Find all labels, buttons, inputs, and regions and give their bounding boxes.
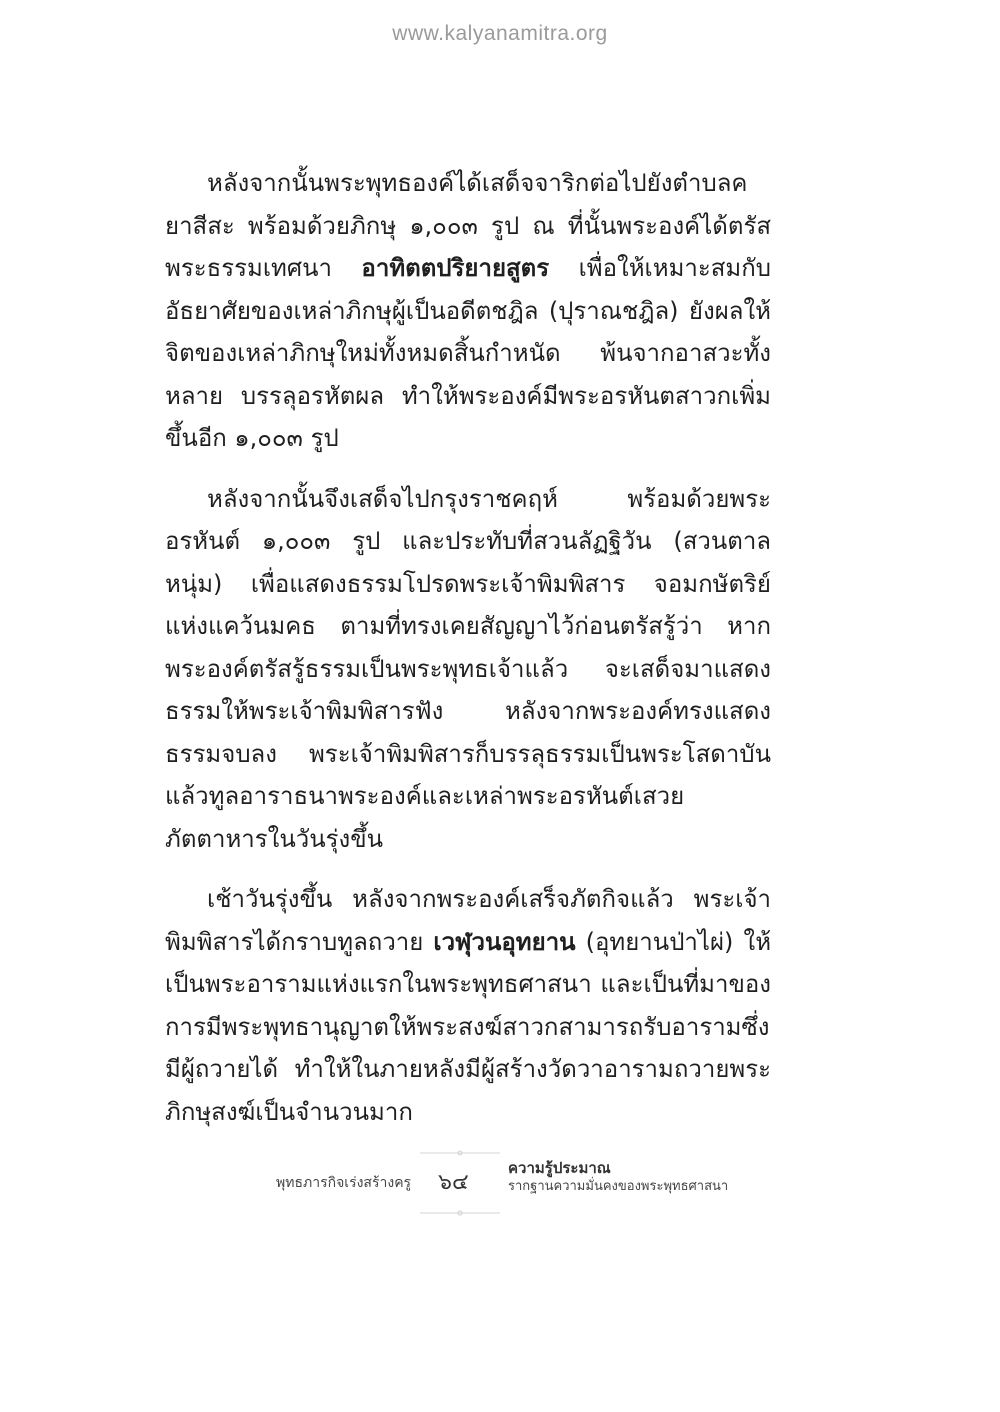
watermark-url: www.kalyanamitra.org (392, 22, 608, 45)
page-footer (0, 1150, 1000, 1220)
paragraph-1-segment-1: หลังจากนั้นพระพุทธองค์ได้เสด็จจาริกต่อไปยังตำบลคยาสีสะ พร้อมด้วยภิกษุ ๑,๐๐๓ รูป ณ ที่นั้นพระองค์ได้ตรัสพระธรรมเทศนา (165, 169, 771, 282)
sutta-title-bold: อาทิตตปริยายสูตร (361, 254, 550, 282)
footer-chapter-title: ความรู้ประมาณ (508, 1159, 611, 1177)
paragraph-3-segment-3: (อุทยานป่าไผ่) ให้เป็นพระอารามแห่งแรกในพระพุทธศาสนา และเป็นที่มาของการมีพระพุทธานุญาตให้พระสงฆ์สาวกสามารถรับอารามซึ่งมีผู้ถวายได้ ทำให้ในภายหลังมีผู้สร้างวัดวาอารามถวายพระภิกษุสงฆ์เป็นจำนวนมาก (165, 927, 772, 1126)
paragraph-1 (165, 162, 771, 460)
footer-chapter-subtitle: รากฐานความมั่นคงของพระพุทธศาสนา (508, 1179, 729, 1194)
paragraph-1-segment-3: เพื่อให้เหมาะสมกับอัธยาศัยของเหล่าภิกษุผู้เป็นอดีตชฎิล (ปุราณชฎิล) ยังผลให้จิตของเหล่าภิกษุใหม่ทั้งหมดสิ้นกำหนัด พ้นจากอาสวะทั้งหลาย บรรลุอรหัตผล ทำให้พระองค์มีพระอรหันตสาวกเพิ่มขึ้นอีก ๑,๐๐๓ รูป (165, 254, 771, 452)
footer-book-title: พุทธภารกิจเร่งสร้างครู (276, 1175, 412, 1191)
body-text (165, 162, 771, 1151)
paragraph-2 (165, 478, 771, 861)
paragraph-2-segment-1: หลังจากนั้นจึงเสด็จไปกรุงราชคฤห์ พร้อมด้วยพระอรหันต์ ๑,๐๐๓ รูป และประทับที่สวนลัฏฐิวัน (สวนตาลหนุ่ม) เพื่อแสดงธรรมโปรดพระเจ้าพิมพิสาร จอมกษัตริย์แห่งแคว้นมคธ ตามที่ทรงเคยสัญญาไว้ก่อนตรัสรู้ว่า หากพระองค์ตรัสรู้ธรรมเป็นพระพุทธเจ้าแล้ว จะเสด็จมาแสดงธรรมให้พระเจ้าพิมพิสารฟัง หลังจากพระองค์ทรงแสดงธรรมจบลง พระเจ้าพิมพิสารก็บรรลุธรรมเป็นพระโสดาบัน แล้วทูลอาราธนาพระองค์และเหล่าพระอรหันต์เสวยภัตตาหารในวันรุ่งขึ้น (165, 484, 771, 853)
paragraph-3 (165, 878, 771, 1133)
footer-chapter-info (508, 1158, 728, 1196)
footer-ornament-bottom (420, 1210, 500, 1216)
page-number: ๖๔ (438, 1170, 469, 1195)
footer-ornament-top (420, 1150, 500, 1156)
paragraph-3-segment-1: เช้าวันรุ่งขึ้น หลังจากพระองค์เสร็จภัตกิจแล้ว พระเจ้าพิมพิสารได้กราบทูลถวาย (165, 885, 771, 956)
garden-name-bold: เวฬุวนอุทยาน (433, 927, 576, 956)
